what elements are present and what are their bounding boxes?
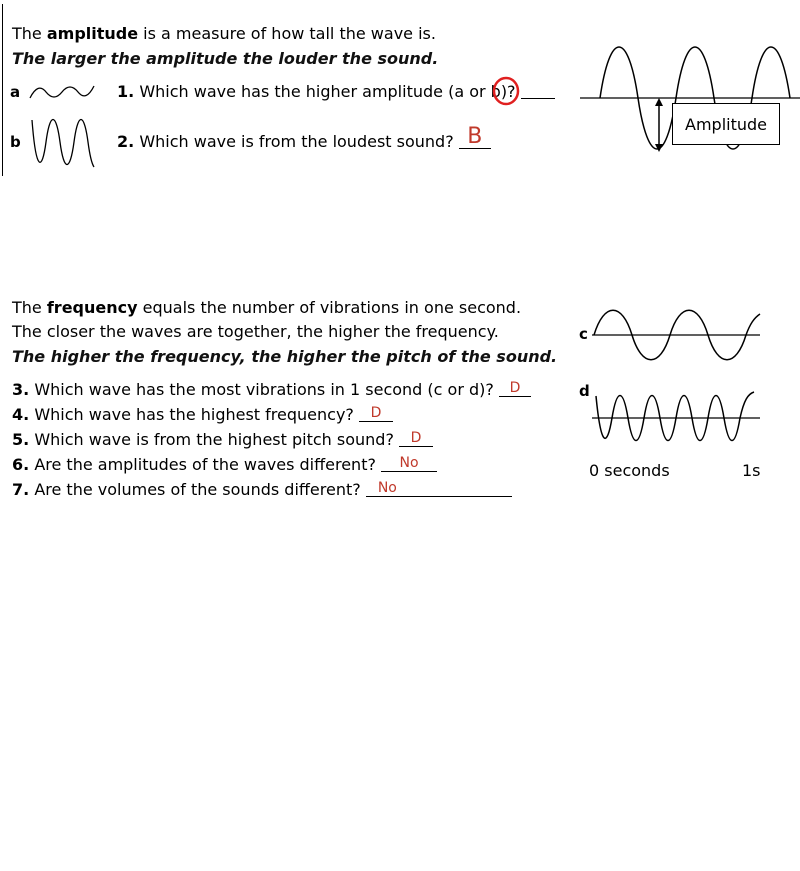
question-5: 5. Which wave is from the highest pitch sound? D bbox=[12, 430, 433, 449]
wave-c-label: c bbox=[579, 325, 588, 343]
amplitude-definition: The amplitude is a measure of how tall the wave is. bbox=[12, 24, 436, 43]
time-start-label: 0 seconds bbox=[589, 461, 670, 480]
wave-d bbox=[592, 390, 762, 446]
answer-6: No bbox=[399, 455, 419, 471]
left-margin-line bbox=[2, 4, 3, 176]
answer-2: B bbox=[467, 124, 483, 149]
time-end-label: 1s bbox=[742, 461, 761, 480]
wave-b bbox=[30, 112, 96, 174]
wave-d-label: d bbox=[579, 382, 590, 400]
answer-3: D bbox=[509, 380, 521, 396]
question-7: 7. Are the volumes of the sounds different? No bbox=[12, 480, 512, 499]
frequency-definition: The frequency equals the number of vibrations in one second. bbox=[12, 298, 522, 317]
wave-b-label: b bbox=[10, 133, 21, 151]
wave-a-label: a bbox=[10, 83, 21, 101]
question-6: 6. Are the amplitudes of the waves different? No bbox=[12, 455, 437, 474]
amplitude-rule: The larger the amplitude the louder the sound. bbox=[12, 49, 439, 68]
frequency-rule: The higher the frequency, the higher the pitch of the sound. bbox=[12, 347, 558, 366]
question-1: 1. Which wave has the higher amplitude (a or b)? bbox=[117, 82, 555, 101]
wave-a bbox=[30, 80, 96, 104]
answer-7: No bbox=[377, 480, 397, 496]
question-2: 2. Which wave is from the loudest sound? B bbox=[117, 132, 491, 151]
answer-circle bbox=[492, 76, 520, 106]
frequency-explanation: The closer the waves are together, the higher the frequency. bbox=[12, 322, 499, 341]
wave-c bbox=[592, 308, 762, 362]
answer-4: D bbox=[370, 405, 382, 421]
question-4: 4. Which wave has the highest frequency? D bbox=[12, 405, 393, 424]
answer-5: D bbox=[410, 430, 422, 446]
amplitude-diagram-label: Amplitude bbox=[672, 103, 780, 145]
question-3: 3. Which wave has the most vibrations in 1 second (c or d)? D bbox=[12, 380, 531, 399]
